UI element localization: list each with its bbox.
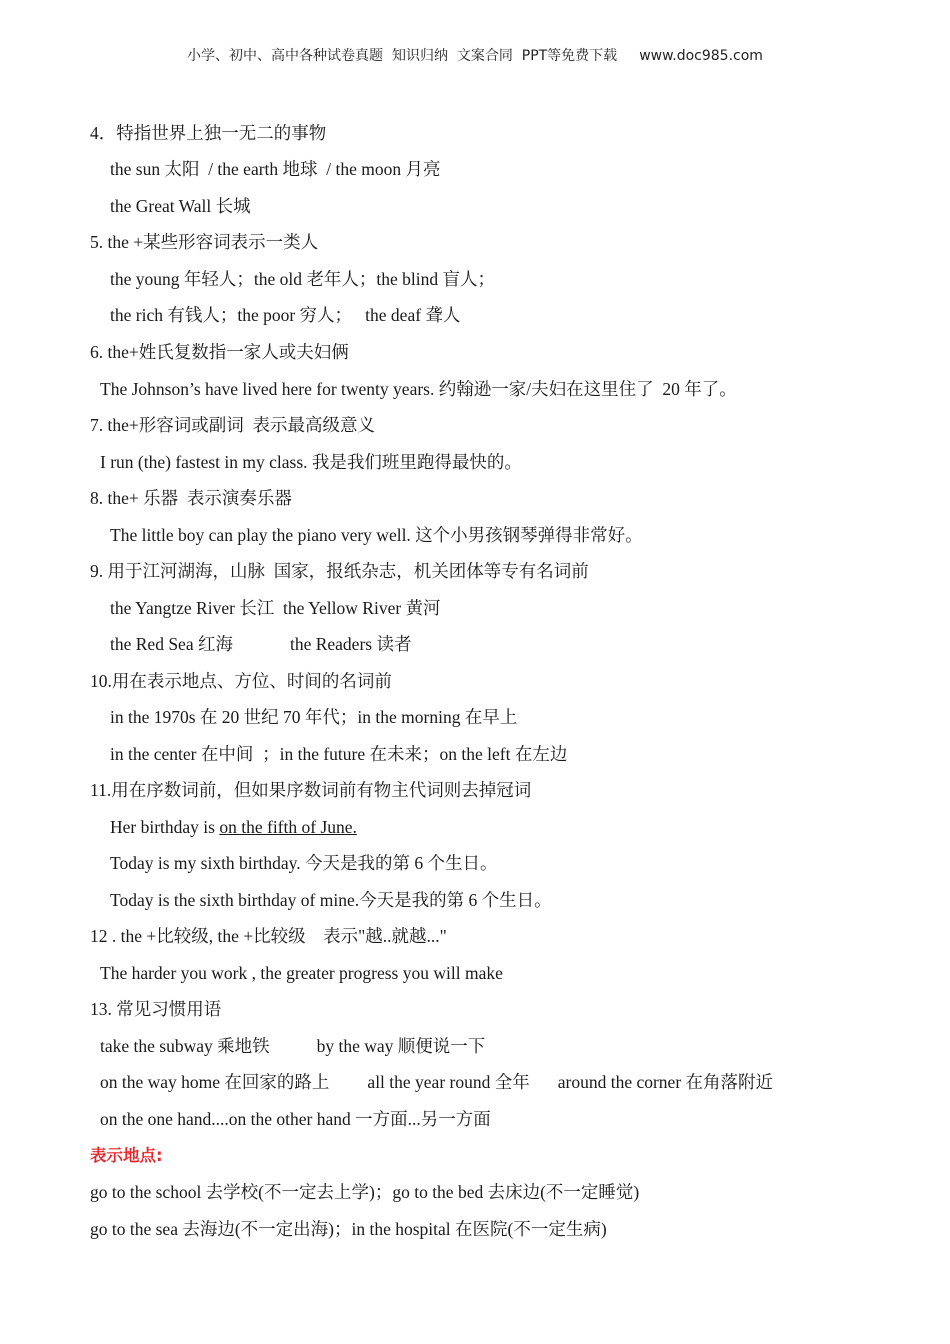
example-7a: I run (the) fastest in my class. 我是我们班里跑得最快的。 [100, 452, 522, 472]
example-13b-part1: on the way home 在回家的路上 [100, 1072, 330, 1092]
example-11b: Today is my sixth birthday. 今天是我的第 6 个生日。 [110, 853, 498, 873]
example-12a: The harder you work , the greater progress you will make [100, 963, 503, 983]
heading-12: 12 . the +比较级, the +比较级 表示"越..就越..." [90, 926, 447, 946]
header-text: 小学、初中、高中各种试卷真题 知识归纳 文案合同 PPT等免费下载 [187, 48, 618, 64]
example-13a [100, 1035, 485, 1057]
example-13a-part1: take the subway 乘地铁 [100, 1036, 270, 1056]
heading-4: 4．特指世界上独一无二的事物 [90, 123, 327, 143]
location-example-2: go to the sea 去海边(不一定出海)；in the hospital 在医院(不一定生病) [90, 1219, 607, 1239]
example-13b-part3: around the corner 在角落附近 [557, 1072, 774, 1092]
location-title: 表示地点: [90, 1146, 163, 1165]
example-11c: Today is the sixth birthday of mine.今天是我的第 6 个生日。 [110, 890, 552, 910]
example-11a-text: Her birthday is [110, 817, 220, 837]
header-site: www.doc985.com [639, 48, 763, 64]
example-8a: The little boy can play the piano very well. 这个小男孩钢琴弹得非常好。 [110, 525, 643, 545]
example-13a-part2: by the way 顺便说一下 [316, 1036, 486, 1056]
example-9b-part1: the Red Sea 红海 [110, 634, 233, 654]
heading-6: 6. the+姓氏复数指一家人或夫妇俩 [90, 342, 349, 362]
example-4a: the sun 太阳 / the earth 地球 / the moon 月亮 [110, 159, 441, 179]
example-9a: the Yangtze River 长江 the Yellow River 黄河 [110, 598, 441, 618]
example-6a: The Johnson’s have lived here for twenty years. 约翰逊一家/夫妇在这里住了 20 年了。 [100, 379, 737, 399]
example-13c: on the one hand....on the other hand 一方面...另一方面 [100, 1109, 491, 1129]
example-5a: the young 年轻人；the old 老年人；the blind 盲人； [110, 269, 495, 289]
heading-7: 7. the+形容词或副词 表示最高级意义 [90, 415, 375, 435]
heading-11: 11.用在序数词前，但如果序数词前有物主代词则去掉冠词 [90, 780, 532, 800]
example-11a [110, 816, 357, 838]
example-10a: in the 1970s 在 20 世纪 70 年代；in the morning 在早上 [110, 707, 518, 727]
example-10b: in the center 在中间 ；in the future 在未来；on the left 在左边 [110, 744, 568, 764]
heading-13: 13. 常见习惯用语 [90, 999, 222, 1019]
heading-10: 10.用在表示地点、方位、时间的名词前 [90, 671, 392, 691]
location-example-1: go to the school 去学校(不一定去上学)；go to the bed 去床边(不一定睡觉) [90, 1182, 640, 1202]
example-9b-part2: the Readers 读者 [289, 634, 412, 654]
heading-8: 8. the+ 乐器 表示演奏乐器 [90, 488, 292, 508]
example-13b-part2: all the year round 全年 [367, 1072, 530, 1092]
example-13b [100, 1071, 773, 1093]
example-11a-underlined: on the fifth of June. [219, 817, 357, 837]
example-5b: the rich 有钱人；the poor 穷人； the deaf 聋人 [110, 305, 461, 325]
example-9b [110, 633, 411, 655]
heading-9: 9. 用于江河湖海，山脉 国家，报纸杂志，机关团体等专有名词前 [90, 561, 589, 581]
example-4b: the Great Wall 长城 [110, 196, 251, 216]
page-header [0, 45, 950, 65]
heading-5: 5. the +某些形容词表示一类人 [90, 232, 319, 252]
